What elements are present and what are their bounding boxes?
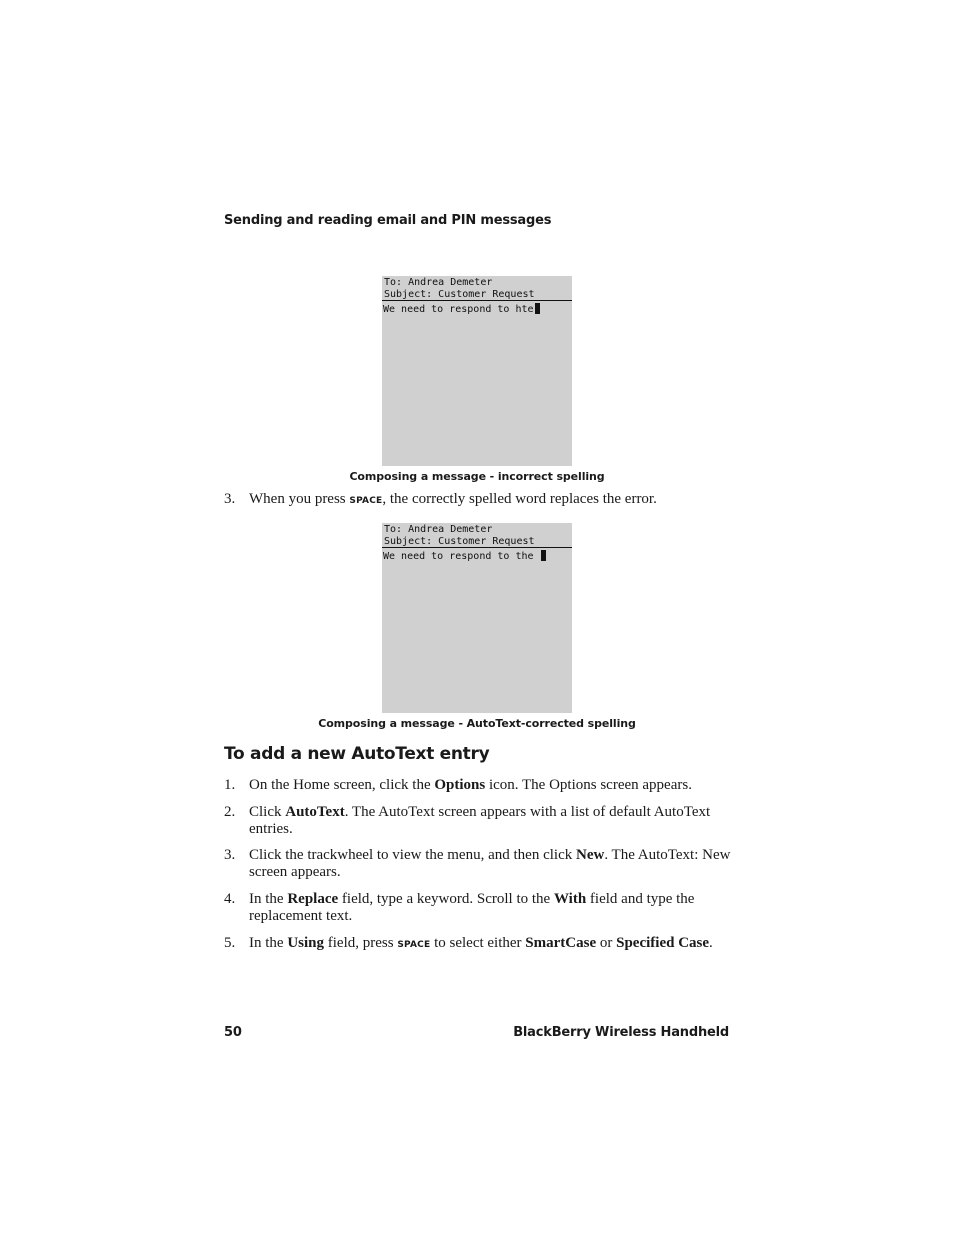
subject-line: Subject: Customer Request (384, 289, 535, 300)
space-key-label: SPACE (349, 496, 383, 506)
procedure-step (224, 804, 734, 838)
body-text: We need to respond to hte (383, 304, 534, 315)
message-body (382, 548, 572, 563)
step-text: or (596, 935, 617, 951)
ui-term: Options (434, 777, 486, 793)
section-heading: To add a new AutoText entry (224, 744, 490, 764)
ui-term: AutoText (285, 804, 345, 820)
space-key-label: SPACE (397, 940, 431, 950)
step-number: 3. (224, 847, 236, 863)
step-number: 4. (224, 891, 236, 907)
message-body (382, 301, 572, 316)
step-text: . The AutoText screen appears with a list of default AutoText entries. (249, 804, 711, 837)
ui-term: With (553, 891, 587, 907)
ui-term: SmartCase (525, 935, 597, 951)
running-header: Sending and reading email and PIN messages (224, 213, 552, 228)
step-number: 3. (224, 491, 236, 507)
step-text: . The AutoText: New screen appears. (249, 847, 731, 880)
step-text: Click (249, 804, 286, 820)
step-number: 2. (224, 804, 236, 820)
step-number: 1. (224, 777, 236, 793)
page-number: 50 (224, 1025, 242, 1040)
screenshot-incorrect-spelling (382, 276, 572, 466)
ui-term: Using (287, 935, 325, 951)
screenshot-corrected-spelling (382, 523, 572, 713)
message-header (382, 523, 572, 548)
text-cursor (535, 303, 540, 314)
step-text: to select either (430, 935, 526, 951)
step-text: On the Home screen, click the (249, 777, 435, 793)
step-text: , the correctly spelled word replaces the error. (382, 491, 657, 507)
step-text: Click the trackwheel to view the menu, and then click (249, 847, 576, 863)
text-cursor (541, 550, 546, 561)
procedure-step (224, 847, 734, 881)
subject-line: Subject: Customer Request (384, 536, 535, 547)
procedure-step (224, 935, 734, 954)
ui-term: New (575, 847, 605, 863)
footer-book-title: BlackBerry Wireless Handheld (513, 1025, 729, 1040)
step-text: In the (249, 891, 288, 907)
step-text: . (709, 935, 713, 951)
ui-term: Specified Case (616, 935, 710, 951)
to-line: To: Andrea Demeter (384, 277, 493, 288)
procedure-step (224, 777, 734, 794)
ui-term: Replace (287, 891, 339, 907)
figure-caption: Composing a message - incorrect spelling (349, 470, 605, 483)
figure-caption: Composing a message - AutoText-corrected spelling (318, 717, 636, 730)
step-text: icon. The Options screen appears. (485, 777, 692, 793)
to-line: To: Andrea Demeter (384, 524, 493, 535)
step-text: When you press (249, 491, 350, 507)
step-text: field and type the replacement text. (249, 891, 695, 924)
step-3-intro (224, 491, 734, 510)
step-text: field, press (324, 935, 398, 951)
step-text: In the (249, 935, 288, 951)
step-text: field, type a keyword. Scroll to the (338, 891, 554, 907)
procedure-step (224, 891, 734, 925)
message-header (382, 276, 572, 301)
body-text: We need to respond to the (383, 551, 540, 562)
step-number: 5. (224, 935, 236, 951)
